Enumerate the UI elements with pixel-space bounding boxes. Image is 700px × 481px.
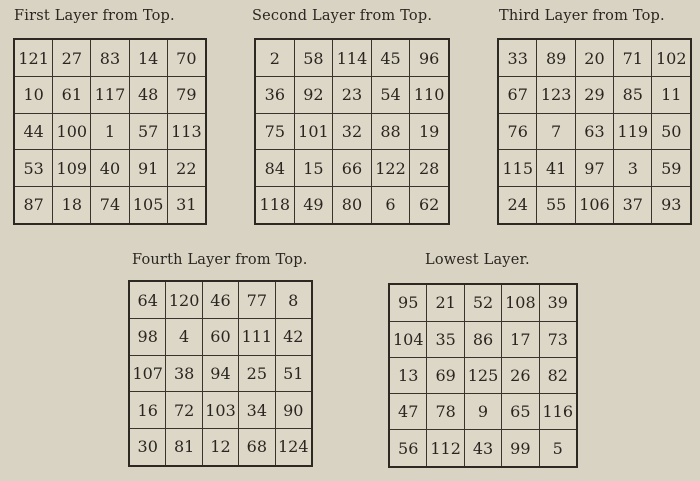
grid-cell: 88 [371,113,410,150]
grid-cell: 23 [333,77,372,114]
grid-cell: 42 [275,319,312,356]
grid-cell: 24 [498,186,537,224]
grid-cell: 45 [371,39,410,77]
grid-row [498,186,691,224]
grid-cell: 8 [275,281,312,319]
grid-cell: 67 [498,77,537,114]
grid-cell: 65 [502,394,539,430]
grid-cell: 99 [502,430,539,467]
grid-cell: 17 [502,321,539,357]
grid-cell: 118 [255,186,294,224]
grid-row [129,392,312,429]
grid-cell: 3 [614,150,652,187]
grid-row [14,186,206,224]
grid-cell: 95 [389,284,427,321]
grid-cell: 58 [294,39,333,77]
grid-cell: 82 [539,357,577,393]
grid-row [389,430,577,467]
grid-cell: 37 [614,186,652,224]
grid-cell: 7 [537,113,575,150]
grid-cell: 48 [129,77,167,114]
grid-cell: 53 [14,150,53,187]
layer-grid [254,38,450,225]
grid-cell: 85 [614,77,652,114]
grid-cell: 31 [167,186,206,224]
grid-cell: 79 [167,77,206,114]
grid-cell: 39 [539,284,577,321]
grid-row [129,319,312,356]
grid-row [498,113,691,150]
grid-cell: 87 [14,186,53,224]
grid-cell: 94 [202,355,238,392]
grid-cell: 125 [464,357,501,393]
grid-cell: 36 [255,77,294,114]
grid-cell: 47 [389,394,427,430]
grid-cell: 96 [410,39,449,77]
grid-cell: 59 [652,150,691,187]
grid-cell: 41 [537,150,575,187]
grid-row [255,39,449,77]
grid-cell: 112 [427,430,464,467]
grid-cell: 52 [464,284,501,321]
grid-cell: 98 [129,319,166,356]
layer-title: Second Layer from Top. [252,8,433,24]
grid-cell: 49 [294,186,333,224]
grid-row [255,113,449,150]
grid-cell: 97 [575,150,613,187]
grid-cell: 43 [464,430,501,467]
grid-cell: 71 [614,39,652,77]
layer-title: Third Layer from Top. [499,8,665,24]
layer-grid [388,283,578,468]
grid-cell: 56 [389,430,427,467]
grid-cell: 75 [255,113,294,150]
grid-cell: 110 [410,77,449,114]
grid-cell: 93 [652,186,691,224]
grid-cell: 69 [427,357,464,393]
grid-cell: 111 [239,319,275,356]
grid-cell: 18 [53,186,91,224]
grid-cell: 70 [167,39,206,77]
grid-cell: 84 [255,150,294,187]
grid-cell: 14 [129,39,167,77]
grid-row [14,113,206,150]
grid-cell: 44 [14,113,53,150]
grid-cell: 11 [652,77,691,114]
grid-cell: 50 [652,113,691,150]
grid-cell: 124 [275,428,312,466]
grid-row [389,321,577,357]
grid-row [129,428,312,466]
grid-cell: 83 [91,39,129,77]
grid-cell: 123 [537,77,575,114]
grid-cell: 113 [167,113,206,150]
grid-cell: 104 [389,321,427,357]
grid-cell: 35 [427,321,464,357]
grid-cell: 63 [575,113,613,150]
layer-grid [13,38,207,225]
grid-cell: 1 [91,113,129,150]
grid-cell: 15 [294,150,333,187]
grid-cell: 101 [294,113,333,150]
grid-cell: 122 [371,150,410,187]
grid-cell: 116 [539,394,577,430]
grid-cell: 16 [129,392,166,429]
grid-cell: 100 [53,113,91,150]
grid-cell: 106 [575,186,613,224]
grid-cell: 121 [14,39,53,77]
layer-title: First Layer from Top. [14,8,175,24]
grid-cell: 40 [91,150,129,187]
grid-cell: 109 [53,150,91,187]
grid-cell: 4 [166,319,202,356]
grid-row [389,284,577,321]
grid-cell: 107 [129,355,166,392]
grid-cell: 5 [539,430,577,467]
grid-cell: 54 [371,77,410,114]
grid-cell: 51 [275,355,312,392]
grid-cell: 73 [539,321,577,357]
grid-row [389,357,577,393]
grid-cell: 2 [255,39,294,77]
grid-row [498,150,691,187]
grid-cell: 28 [410,150,449,187]
grid-cell: 32 [333,113,372,150]
grid-cell: 103 [202,392,238,429]
grid-cell: 6 [371,186,410,224]
grid-cell: 74 [91,186,129,224]
grid-cell: 78 [427,394,464,430]
grid-cell: 9 [464,394,501,430]
grid-cell: 80 [333,186,372,224]
layer-title: Lowest Layer. [425,252,530,268]
grid-cell: 38 [166,355,202,392]
grid-row [498,77,691,114]
grid-cell: 117 [91,77,129,114]
grid-cell: 90 [275,392,312,429]
grid-cell: 33 [498,39,537,77]
grid-cell: 108 [502,284,539,321]
grid-cell: 55 [537,186,575,224]
grid-cell: 81 [166,428,202,466]
grid-row [389,394,577,430]
grid-cell: 29 [575,77,613,114]
grid-cell: 46 [202,281,238,319]
layer-grid [497,38,692,225]
grid-cell: 62 [410,186,449,224]
grid-cell: 115 [498,150,537,187]
grid-row [129,355,312,392]
grid-row [255,77,449,114]
grid-cell: 12 [202,428,238,466]
grid-cell: 34 [239,392,275,429]
grid-cell: 89 [537,39,575,77]
grid-cell: 92 [294,77,333,114]
grid-cell: 68 [239,428,275,466]
grid-cell: 66 [333,150,372,187]
grid-cell: 30 [129,428,166,466]
grid-cell: 13 [389,357,427,393]
grid-cell: 120 [166,281,202,319]
grid-row [498,39,691,77]
grid-cell: 57 [129,113,167,150]
grid-cell: 76 [498,113,537,150]
layer-grid [128,280,313,467]
grid-cell: 10 [14,77,53,114]
grid-cell: 77 [239,281,275,319]
grid-row [129,281,312,319]
grid-row [14,39,206,77]
grid-cell: 114 [333,39,372,77]
grid-cell: 72 [166,392,202,429]
grid-row [255,186,449,224]
grid-cell: 19 [410,113,449,150]
grid-row [14,77,206,114]
grid-cell: 25 [239,355,275,392]
grid-cell: 105 [129,186,167,224]
grid-cell: 119 [614,113,652,150]
layer-title: Fourth Layer from Top. [132,252,308,268]
grid-cell: 61 [53,77,91,114]
grid-cell: 64 [129,281,166,319]
grid-cell: 102 [652,39,691,77]
grid-cell: 22 [167,150,206,187]
grid-cell: 21 [427,284,464,321]
grid-row [14,150,206,187]
grid-cell: 20 [575,39,613,77]
grid-row [255,150,449,187]
grid-cell: 91 [129,150,167,187]
grid-cell: 26 [502,357,539,393]
grid-cell: 60 [202,319,238,356]
grid-cell: 27 [53,39,91,77]
grid-cell: 86 [464,321,501,357]
